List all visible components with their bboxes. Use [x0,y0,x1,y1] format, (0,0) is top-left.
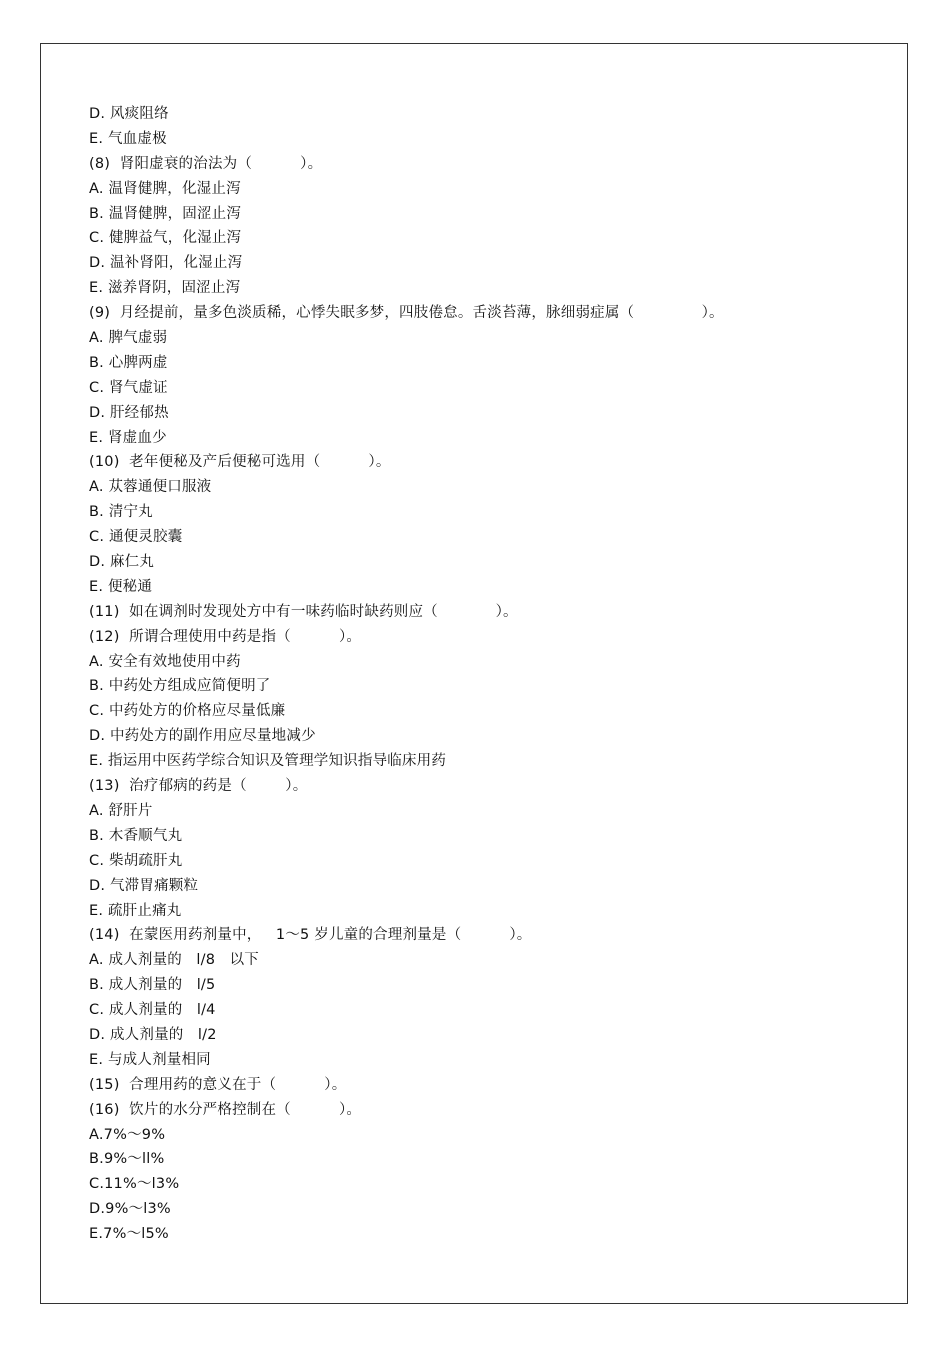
question-line: (10) 老年便秘及产后便秘可选用（ ）。 [89,454,391,471]
option-line: E. 疏肝止痛丸 [89,902,182,919]
option-line: D. 成人剂量的 l/2 [89,1026,217,1043]
option-line: B.9%～ll% [89,1151,165,1168]
question-line: (9) 月经提前，量多色淡质稀，心悸失眠多梦，四肢倦怠。舌淡苔薄，脉细弱症属（ ）。 [89,305,724,322]
option-line: A. 脾气虚弱 [89,330,168,347]
option-line: C. 成人剂量的 l/4 [89,1002,216,1019]
option-line: E. 滋养肾阴，固涩止泻 [89,280,241,297]
option-line: D. 风痰阻络 [89,106,169,122]
option-line: C. 健脾益气，化湿止泻 [89,230,242,247]
option-line: E. 气血虚极 [89,130,167,147]
option-line: A. 舒肝片 [89,802,153,819]
option-line: A. 温肾健脾，化湿止泻 [89,180,241,197]
option-line: C. 通便灵胶囊 [89,529,183,546]
option-line: D. 肝经郁热 [89,404,169,421]
question-line: (8) 肾阳虚衰的治法为（ ）。 [89,155,323,172]
option-line: C. 肾气虚证 [89,379,168,396]
option-line: B. 成人剂量的 l/5 [89,977,216,994]
option-line: E. 与成人剂量相同 [89,1051,211,1068]
option-line: D. 温补肾阳，化湿止泻 [89,255,243,272]
option-line: E. 指运用中医药学综合知识及管理学知识指导临床用药 [89,753,447,770]
option-line: C. 柴胡疏肝丸 [89,852,183,869]
option-line: C. 中药处方的价格应尽量低廉 [89,703,286,720]
question-text-block [89,102,889,1247]
option-line: B. 温肾健脾，固涩止泻 [89,205,242,222]
option-line: B. 心脾两虚 [89,354,168,371]
option-line: E. 便秘通 [89,578,153,595]
option-line: B. 清宁丸 [89,504,153,521]
option-line: E. 肾虚血少 [89,429,167,446]
option-line: D.9%～l3% [89,1201,171,1218]
option-line: D. 麻仁丸 [89,554,155,571]
option-line: A.7%～9% [89,1126,166,1143]
question-line: (11) 如在调剂时发现处方中有一味药临时缺药则应（ ）。 [89,603,518,620]
option-line: A. 苁蓉通便口服液 [89,479,212,496]
option-line: D. 中药处方的副作用应尽量地减少 [89,728,316,745]
question-line: (15) 合理用药的意义在于（ ）。 [89,1076,347,1093]
option-line: E.7%～l5% [89,1226,169,1243]
option-line: D. 气滞胃痛颗粒 [89,877,199,894]
option-line: A. 成人剂量的 l/8 以下 [89,952,259,969]
option-line: B. 中药处方组成应简便明了 [89,678,271,695]
question-line: (12) 所谓合理使用中药是指（ ）。 [89,628,362,645]
option-line: C.11%～l3% [89,1176,180,1193]
option-line: A. 安全有效地使用中药 [89,653,241,670]
question-line: (13) 治疗郁病的药是（ ）。 [89,778,308,795]
option-line: B. 木香顺气丸 [89,827,183,844]
question-line: (14) 在蒙医用药剂量中， 1～5 岁儿童的合理剂量是（ ）。 [89,927,532,944]
question-line: (16) 饮片的水分严格控制在（ ）。 [89,1101,362,1118]
